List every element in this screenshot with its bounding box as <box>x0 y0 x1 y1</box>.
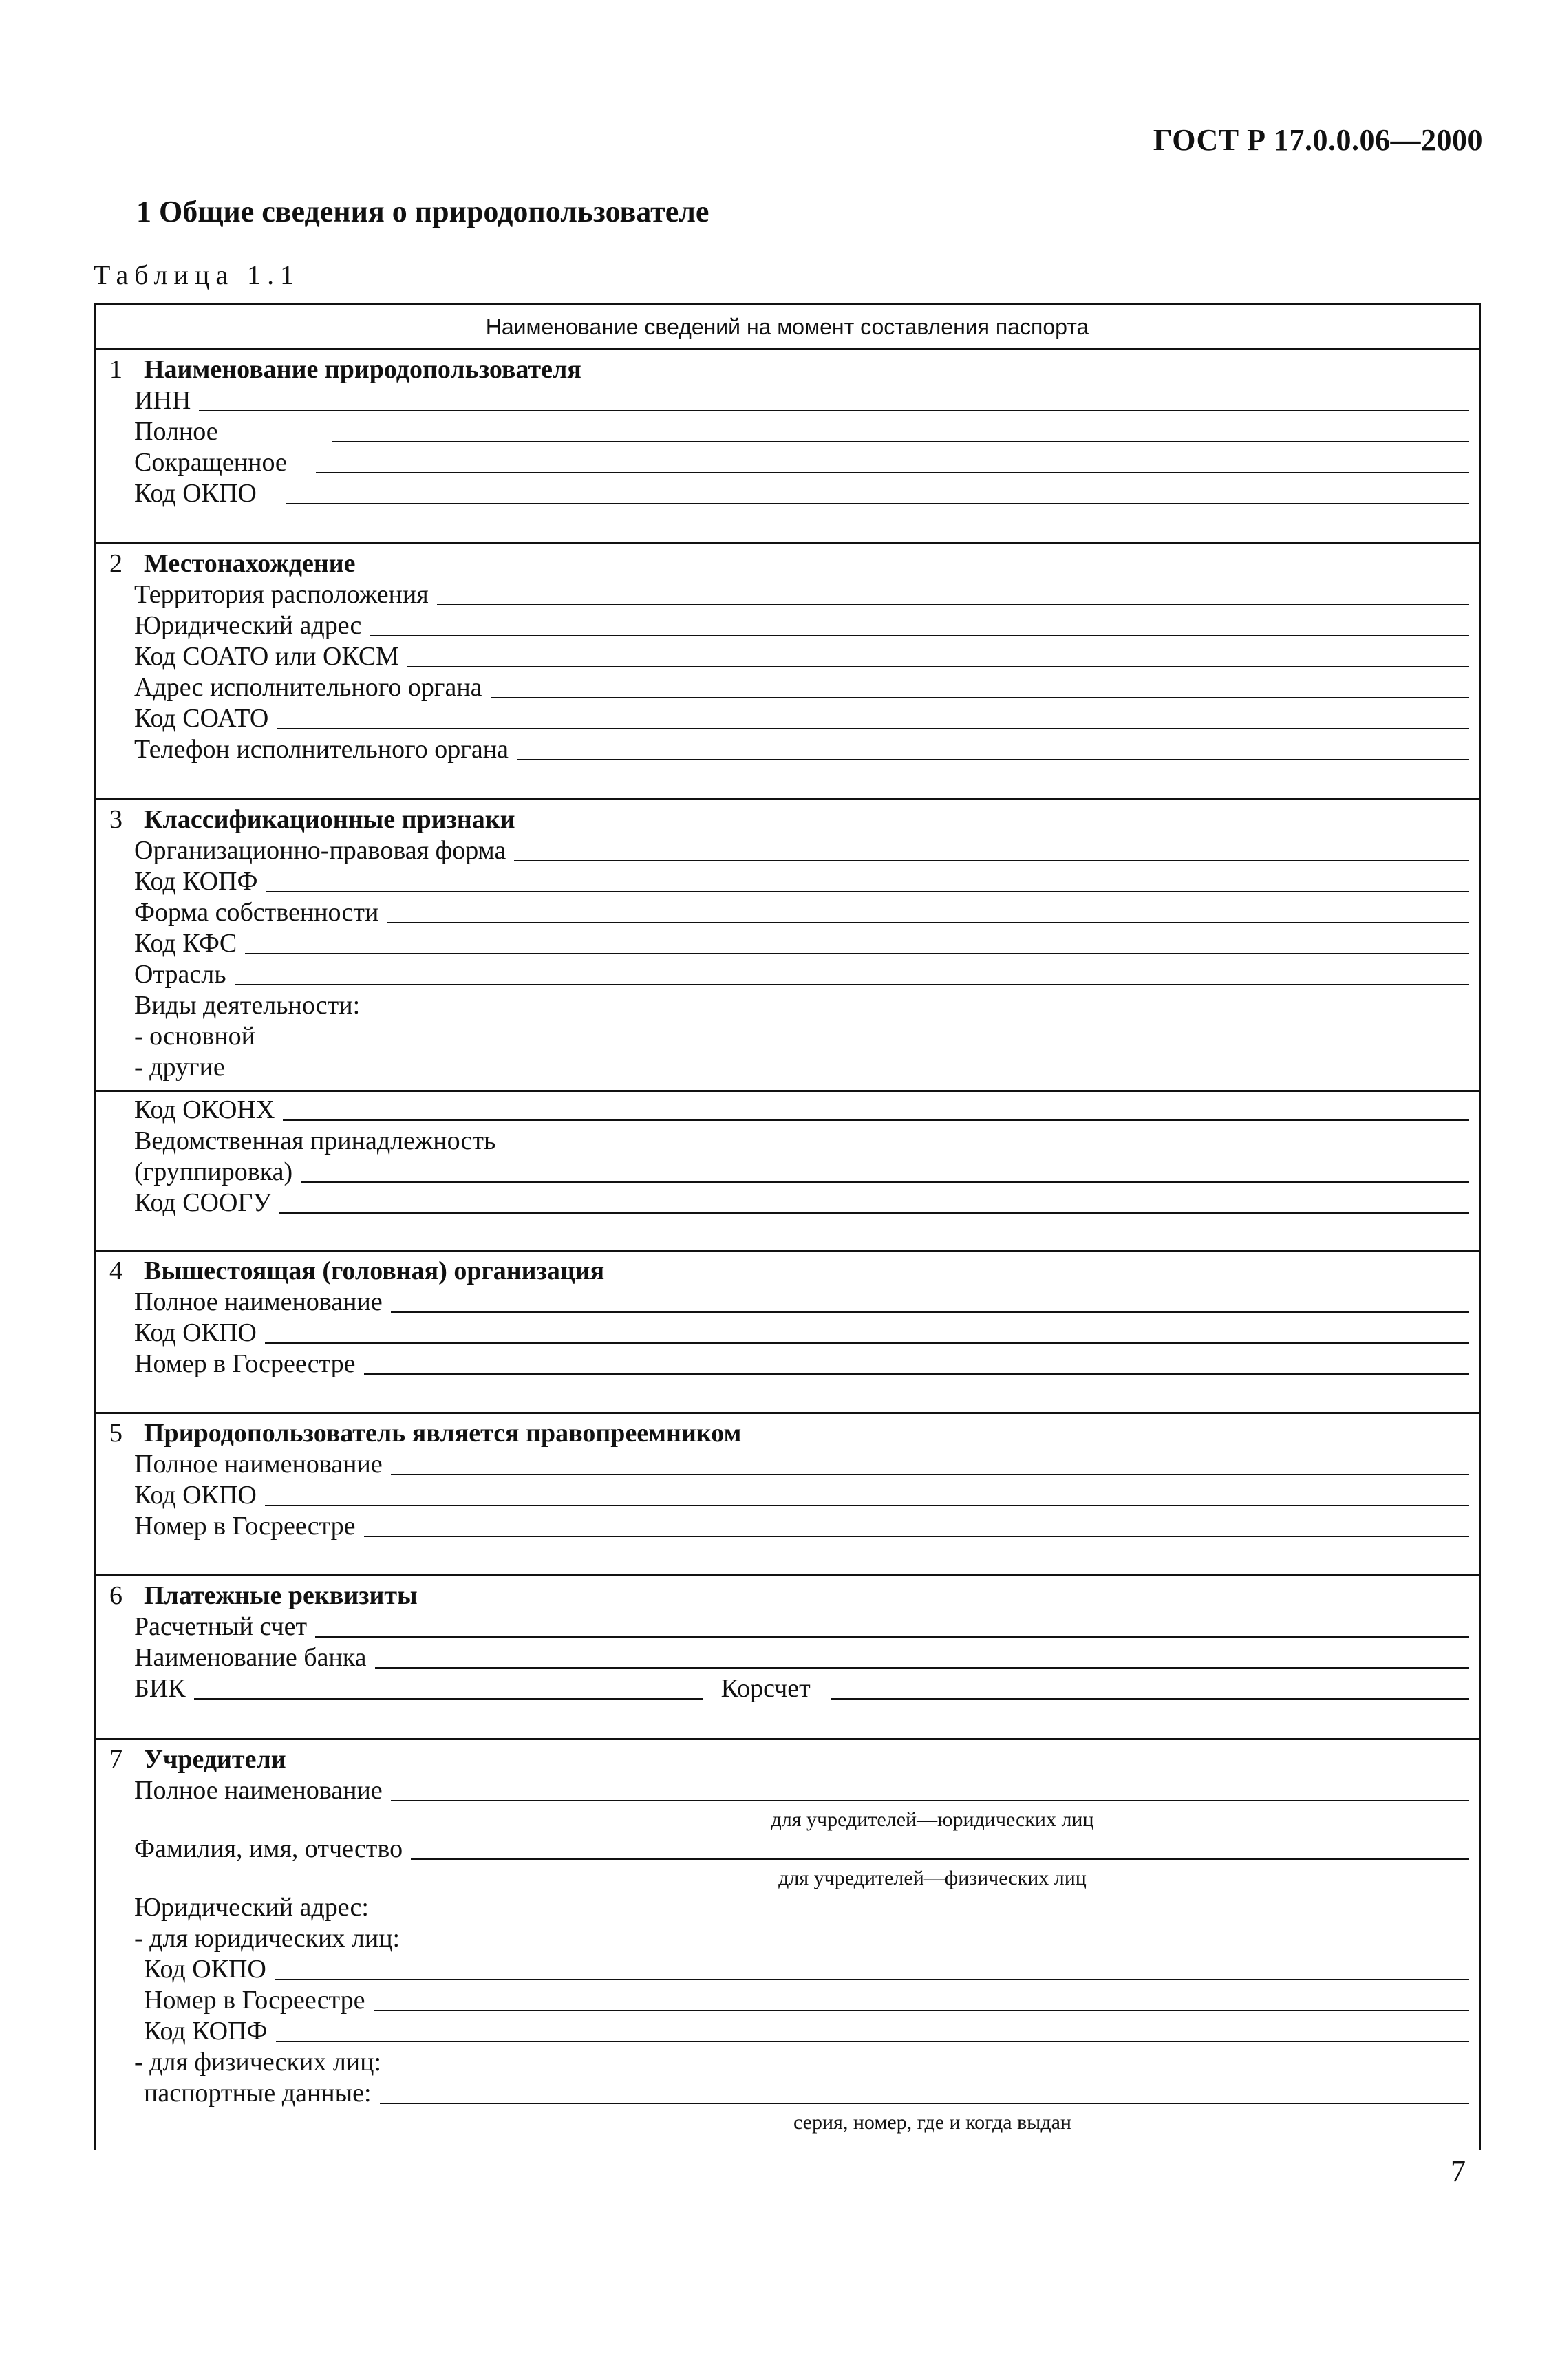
field-label: Наименование банка <box>134 1643 367 1672</box>
bik-label: БИК <box>134 1674 186 1703</box>
field-label: Код СОАТО <box>134 704 269 733</box>
field-label: Код ОКПО <box>134 1481 257 1510</box>
block-payment-details <box>96 1576 1479 1740</box>
legal-address-label: Юридический адрес: <box>134 1893 369 1922</box>
block-title: Платежные реквизиты <box>144 1581 418 1610</box>
passport-data-field[interactable] <box>134 2078 1469 2109</box>
bik-korschet-row <box>134 1673 1469 1704</box>
block-parent-organization <box>96 1252 1479 1414</box>
fill-line[interactable] <box>275 1979 1469 1980</box>
activity-other-label: - другие <box>134 1053 225 1082</box>
successor-registry-field[interactable] <box>134 1511 1469 1542</box>
fill-line[interactable] <box>277 728 1469 729</box>
fill-line[interactable] <box>391 1474 1469 1475</box>
field-label: Полное наименование <box>134 1776 383 1805</box>
fill-line[interactable] <box>316 472 1469 473</box>
field-label: паспортные данные: <box>144 2079 372 2108</box>
block-number: 3 <box>109 805 122 834</box>
for-physical-persons-label: - для физических лиц: <box>134 2048 382 2077</box>
kfs-field[interactable] <box>134 928 1469 959</box>
parent-registry-field[interactable] <box>134 1349 1469 1380</box>
bik-fill-line[interactable] <box>194 1698 703 1700</box>
field-label: Сокращенное <box>134 448 287 477</box>
fill-line[interactable] <box>375 1667 1469 1669</box>
block-number: 1 <box>109 355 122 384</box>
block-title: Учредители <box>144 1745 286 1774</box>
block-title: Наименование природопользователя <box>144 355 581 384</box>
industry-field[interactable] <box>134 959 1469 990</box>
founder-fio-field[interactable] <box>134 1834 1469 1865</box>
table-caption: Таблица 1.1 <box>94 259 301 290</box>
field-label: Код КОПФ <box>144 2017 268 2046</box>
block-title: Природопользователь является правопреемником <box>144 1419 742 1448</box>
block-title: Классификационные признаки <box>144 805 515 834</box>
field-label: Юридический адрес <box>134 611 362 640</box>
field-label: (группировка) <box>134 1157 293 1186</box>
soato-field[interactable] <box>134 703 1469 734</box>
fill-line[interactable] <box>245 953 1469 954</box>
founder-registry-field[interactable] <box>134 1985 1469 2016</box>
field-label: Код КОПФ <box>134 867 258 896</box>
field-label: Код СООГУ <box>134 1188 272 1217</box>
field-label: Код ОКПО <box>134 1318 257 1347</box>
field-label: Полное <box>134 417 218 446</box>
document-standard-number: ГОСТ Р 17.0.0.06—2000 <box>1153 123 1483 157</box>
kopf-field[interactable] <box>134 866 1469 897</box>
field-label: Код ОКОНХ <box>134 1095 275 1124</box>
field-label: Код ОКПО <box>144 1955 266 1984</box>
korschet-fill-line[interactable] <box>831 1698 1469 1700</box>
activity-types-label: Виды деятельности: <box>134 991 361 1020</box>
short-name-field[interactable] <box>134 447 1469 478</box>
fill-line[interactable] <box>364 1536 1470 1537</box>
fill-line[interactable] <box>286 503 1469 504</box>
korschet-label: Корсчет <box>720 1674 811 1703</box>
executive-address-field[interactable] <box>134 672 1469 703</box>
territory-field[interactable] <box>134 579 1469 610</box>
account-field[interactable] <box>134 1611 1469 1642</box>
field-label: Номер в Госреестре <box>134 1349 356 1378</box>
inn-field[interactable] <box>134 385 1469 416</box>
executive-phone-field[interactable] <box>134 734 1469 765</box>
field-label: Территория расположения <box>134 580 429 609</box>
soato-oksm-field[interactable] <box>134 641 1469 672</box>
department-label: Ведомственная принадлежность <box>134 1126 496 1155</box>
founder-okpo-field[interactable] <box>134 1954 1469 1985</box>
field-label: Полное наименование <box>134 1287 383 1316</box>
successor-full-name-field[interactable] <box>134 1449 1469 1480</box>
fill-line[interactable] <box>374 2010 1470 2011</box>
field-label: Телефон исполнительного органа <box>134 735 509 764</box>
legal-address-field[interactable] <box>134 610 1469 641</box>
parent-full-name-field[interactable] <box>134 1287 1469 1318</box>
block-location <box>96 544 1479 800</box>
field-label: Код ОКПО <box>134 479 257 508</box>
fill-line[interactable] <box>370 635 1469 636</box>
field-label: Отрасль <box>134 960 226 989</box>
fill-line[interactable] <box>315 1636 1469 1638</box>
block-number: 7 <box>109 1745 122 1774</box>
fill-line[interactable] <box>332 441 1469 442</box>
fill-line[interactable] <box>387 922 1469 923</box>
fill-line[interactable] <box>279 1212 1469 1214</box>
fill-line[interactable] <box>391 1800 1469 1801</box>
field-label: Форма собственности <box>134 898 379 927</box>
legal-entity-hint: для учредителей—юридических лиц <box>771 1808 1094 1831</box>
field-label: Полное наименование <box>134 1450 383 1479</box>
block-classification <box>96 800 1479 1252</box>
page-number: 7 <box>1451 2154 1466 2188</box>
field-label: Адрес исполнительного органа <box>134 673 482 702</box>
field-label: Номер в Госреестре <box>134 1512 356 1541</box>
legal-form-field[interactable] <box>134 835 1469 866</box>
passport-form-table <box>94 303 1481 2150</box>
okpo-field[interactable] <box>134 478 1469 509</box>
okonh-field[interactable] <box>134 1095 1469 1126</box>
field-label: Код СОАТО или ОКСМ <box>134 642 399 671</box>
fill-line[interactable] <box>199 410 1469 411</box>
block-title: Местонахождение <box>144 549 356 578</box>
block-number: 6 <box>109 1581 122 1610</box>
field-label: Организационно-правовая форма <box>134 836 506 865</box>
fill-line[interactable] <box>407 666 1469 667</box>
fill-line[interactable] <box>491 697 1469 698</box>
fill-line[interactable] <box>235 984 1469 985</box>
department-group-field[interactable] <box>134 1157 1469 1188</box>
inner-divider <box>96 1090 1479 1092</box>
successor-okpo-field[interactable] <box>134 1480 1469 1511</box>
field-label: Номер в Госреестре <box>144 1986 365 2015</box>
fill-line[interactable] <box>266 891 1470 892</box>
activity-main-label: - основной <box>134 1022 255 1051</box>
fill-line[interactable] <box>276 2041 1470 2042</box>
fill-line[interactable] <box>437 604 1469 605</box>
field-label: Расчетный счет <box>134 1612 308 1641</box>
section-title: 1 Общие сведения о природопользователе <box>136 195 709 228</box>
block-name <box>96 350 1479 544</box>
field-label: ИНН <box>134 386 191 415</box>
founder-full-name-field[interactable] <box>134 1775 1469 1806</box>
founder-kopf-field[interactable] <box>134 2016 1469 2047</box>
bank-name-field[interactable] <box>134 1642 1469 1673</box>
fill-line[interactable] <box>411 1858 1469 1860</box>
ownership-form-field[interactable] <box>134 897 1469 928</box>
field-label: Фамилия, имя, отчество <box>134 1834 403 1863</box>
fill-line[interactable] <box>517 759 1469 760</box>
fill-line[interactable] <box>364 1373 1470 1375</box>
fill-line[interactable] <box>514 860 1469 861</box>
parent-okpo-field[interactable] <box>134 1318 1469 1349</box>
table-header: Наименование сведений на момент составления паспорта <box>96 305 1479 350</box>
full-name-field[interactable] <box>134 416 1469 447</box>
fill-line[interactable] <box>380 2103 1469 2104</box>
passport-hint: серия, номер, где и когда выдан <box>793 2111 1071 2134</box>
physical-person-hint: для учредителей—физических лиц <box>778 1867 1087 1889</box>
field-label: Код КФС <box>134 929 237 958</box>
for-legal-entities-label: - для юридических лиц: <box>134 1924 400 1953</box>
fill-line[interactable] <box>391 1311 1469 1313</box>
fill-line[interactable] <box>265 1505 1469 1506</box>
block-number: 5 <box>109 1419 122 1448</box>
fill-line[interactable] <box>283 1119 1469 1121</box>
block-successor <box>96 1414 1479 1576</box>
block-title: Вышестоящая (головная) организация <box>144 1256 605 1285</box>
fill-line[interactable] <box>301 1181 1469 1183</box>
fill-line[interactable] <box>265 1342 1469 1344</box>
block-number: 2 <box>109 549 122 578</box>
soogu-field[interactable] <box>134 1188 1469 1219</box>
block-number: 4 <box>109 1256 122 1285</box>
block-founders <box>96 1740 1479 2150</box>
